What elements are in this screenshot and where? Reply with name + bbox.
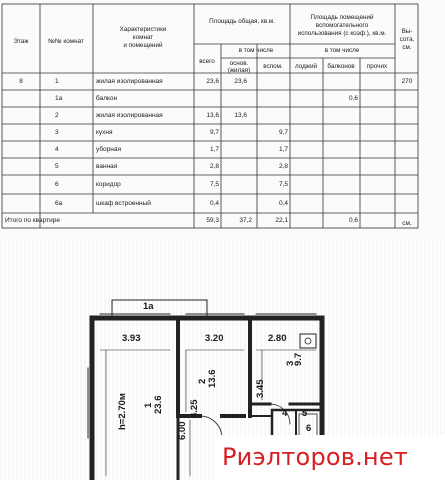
header-loggias: лоджий (294, 63, 318, 70)
dim-room1-width: 3.93 (122, 333, 141, 344)
header-area-aux-2: вспомогательного (315, 22, 369, 29)
header-area-aux-1: Площадь помещений (310, 14, 374, 21)
header-aux: вспом. (263, 63, 283, 70)
header-room-no: №№ комнат (48, 38, 84, 45)
room3-no: 3 (285, 360, 296, 366)
room1-no: 1 (143, 402, 154, 408)
header-area-total: Площадь общая, кв.м. (209, 18, 275, 25)
cell-room-no: 4 (55, 146, 59, 153)
balcony-label: 1а (143, 301, 154, 312)
total-living: 37,2 (239, 217, 252, 224)
cell-living: 13,6 (234, 112, 247, 119)
explication-table (0, 0, 445, 238)
balcony-outline (112, 300, 207, 318)
header-characteristics-3: и помещений (123, 42, 163, 49)
cell-total: 2,8 (209, 163, 219, 170)
dim-room2-depth: 4.25 (189, 399, 200, 418)
cell-room-no: 5 (55, 163, 59, 170)
cell-room-no: 1 (55, 78, 59, 85)
cell-name: коридор (96, 181, 121, 188)
header-area-aux-3: использования (с коэф.), кв.м. (297, 30, 387, 37)
cell-balcony: 0,6 (348, 95, 358, 102)
cell-total: 7,5 (209, 181, 219, 188)
cell-name: жилая изолированная (96, 112, 163, 119)
room1-area: 23.6 (153, 395, 164, 414)
cell-aux: 1,7 (278, 146, 288, 153)
header-height-1: Вы- (401, 28, 413, 35)
cell-name: балкон (96, 95, 118, 102)
header-other: прочих (366, 63, 388, 70)
room3-area: 9.7 (293, 352, 304, 366)
cell-aux: 0,4 (278, 200, 288, 207)
cell-total: 0,4 (209, 200, 219, 207)
room4-no: 4 (282, 408, 288, 419)
cell-name: жилая изолированная (96, 78, 163, 85)
header-characteristics-1: Характеристики (119, 26, 167, 33)
cell-total: 23,6 (206, 78, 219, 85)
total-balcony: 0,6 (348, 217, 358, 224)
cell-name: шкаф встроенный (96, 200, 151, 207)
total-height-unit: см. (402, 220, 412, 227)
total-label: Итого по квартире (5, 217, 60, 224)
cell-name: ванная (96, 163, 118, 170)
cell-aux: 7,5 (278, 181, 288, 188)
total-area: 59,3 (206, 217, 219, 224)
header-characteristics-2: комнат (132, 34, 154, 41)
cell-room-no: 1а (55, 95, 63, 102)
header-balconies: балконов (327, 63, 355, 70)
dim-room2-width: 3.20 (205, 333, 224, 344)
header-total: всего (199, 58, 215, 65)
cell-name: кухня (96, 129, 113, 136)
cell-height: 270 (401, 78, 413, 85)
stove-icon (300, 334, 316, 348)
cell-room-no: 2 (55, 112, 59, 119)
header-floor: Этаж (13, 38, 29, 45)
watermark-logo: Риэлторов.нет (216, 435, 445, 480)
header-main-living-1: основ. (229, 60, 249, 67)
cell-name: уборная (96, 146, 122, 153)
dim-room1-depth: 6.00 (177, 421, 188, 440)
dim-room3-width: 2.80 (268, 333, 287, 344)
cell-room-no: 3 (55, 129, 59, 136)
header-height-2: сота, (399, 36, 415, 43)
room2-no: 2 (197, 378, 208, 384)
ceiling-height: h=2.70м (117, 393, 128, 430)
header-height-3: см. (402, 44, 412, 51)
cell-aux: 9,7 (278, 129, 288, 136)
cell-floor: 8 (19, 78, 23, 85)
cell-aux: 2,8 (278, 163, 288, 170)
room2-area: 13.6 (207, 369, 218, 388)
header-incl-1: в том числе (238, 47, 274, 54)
cell-total: 13,6 (206, 112, 219, 119)
cell-room-no: 6а (55, 200, 63, 207)
cell-total: 9,7 (209, 129, 219, 136)
cell-room-no: 6 (55, 181, 59, 188)
header-main-living-2: (жилая) (227, 67, 251, 74)
room6-no: 6 (306, 423, 312, 434)
cell-living: 23,6 (234, 78, 247, 85)
dim-corridor: 3.45 (255, 379, 266, 398)
total-aux: 22,1 (275, 217, 288, 224)
cell-total: 1,7 (209, 146, 219, 153)
header-incl-2: в том числе (324, 47, 360, 54)
room5-no: 5 (302, 408, 308, 419)
